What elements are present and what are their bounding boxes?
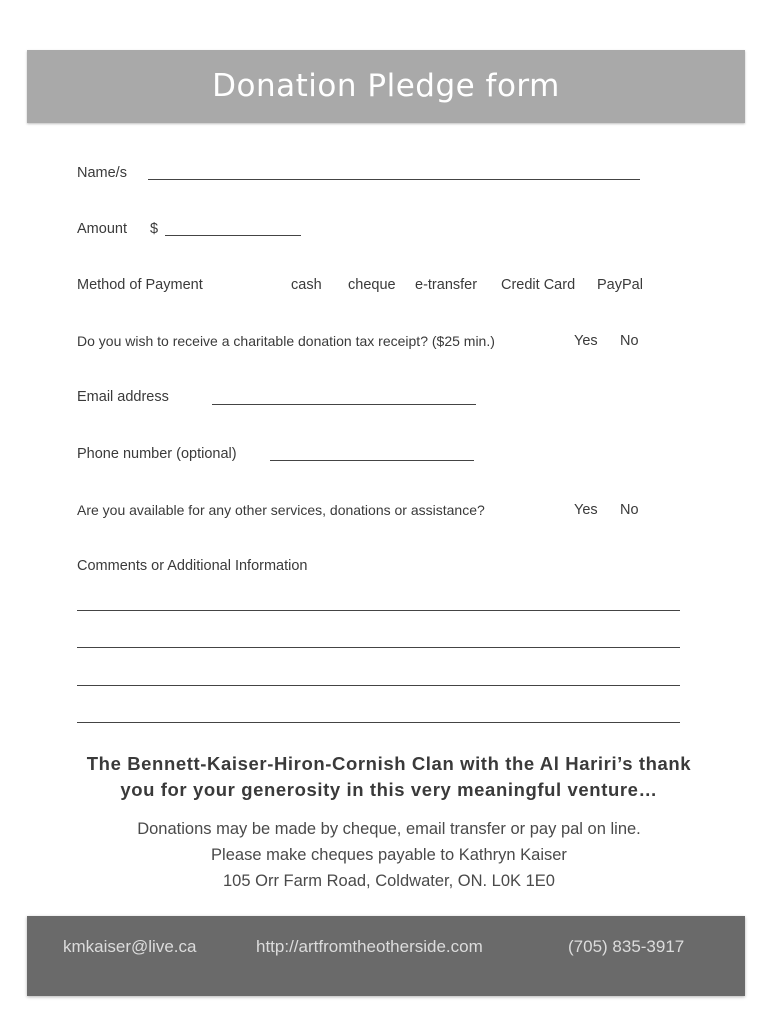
availability-question: Are you available for any other services, donations or assistance? [77,502,485,518]
instruction-line: Please make cheques payable to Kathryn Kaiser [211,846,567,864]
thank-you-line: you for your generosity in this very meaningful venture… [120,779,658,800]
email-field[interactable] [212,404,476,405]
mailing-address: 105 Orr Farm Road, Coldwater, ON. L0K 1E0 [223,872,555,890]
phone-field[interactable] [270,460,474,461]
header-title-wrap [27,50,745,123]
name-field[interactable] [148,179,640,180]
comments-line[interactable] [77,647,680,648]
payment-option-etransfer[interactable]: e-transfer [415,277,478,293]
footer-website-link[interactable]: http://artfromtheotherside.com [256,937,483,956]
donation-instructions [40,816,738,894]
payment-option-credit-card[interactable]: Credit Card [501,277,576,293]
footer-email-link[interactable]: kmkaiser@live.ca [63,937,197,956]
payment-label: Method of Payment [77,277,203,293]
instruction-line: Donations may be made by cheque, email transfer or pay pal on line. [137,820,641,838]
footer-phone: (705) 835-3917 [568,937,685,956]
availability-no-option[interactable]: No [620,502,639,518]
comments-line[interactable] [77,610,680,611]
receipt-yes-option[interactable]: Yes [574,333,598,349]
payment-option-cheque[interactable]: cheque [348,277,396,293]
name-label: Name/s [77,165,127,181]
comments-line[interactable] [77,685,680,686]
thank-you-message [40,751,738,803]
comments-label: Comments or Additional Information [77,558,308,574]
email-label: Email address [77,389,169,405]
amount-currency: $ [150,221,159,237]
payment-option-cash[interactable]: cash [291,277,322,293]
amount-label: Amount [77,221,127,237]
payment-option-paypal[interactable]: PayPal [597,277,643,293]
footer-banner [27,916,745,996]
thank-you-line: The Bennett-Kaiser-Hiron-Cornish Clan with the Al Hariri’s thank [86,753,692,774]
page-title: Donation Pledge form [212,68,560,104]
availability-yes-option[interactable]: Yes [574,502,598,518]
amount-field[interactable] [165,235,301,236]
phone-label: Phone number (optional) [77,446,237,462]
receipt-question: Do you wish to receive a charitable donation tax receipt? ($25 min.) [77,333,495,349]
receipt-no-option[interactable]: No [620,333,639,349]
comments-line[interactable] [77,722,680,723]
